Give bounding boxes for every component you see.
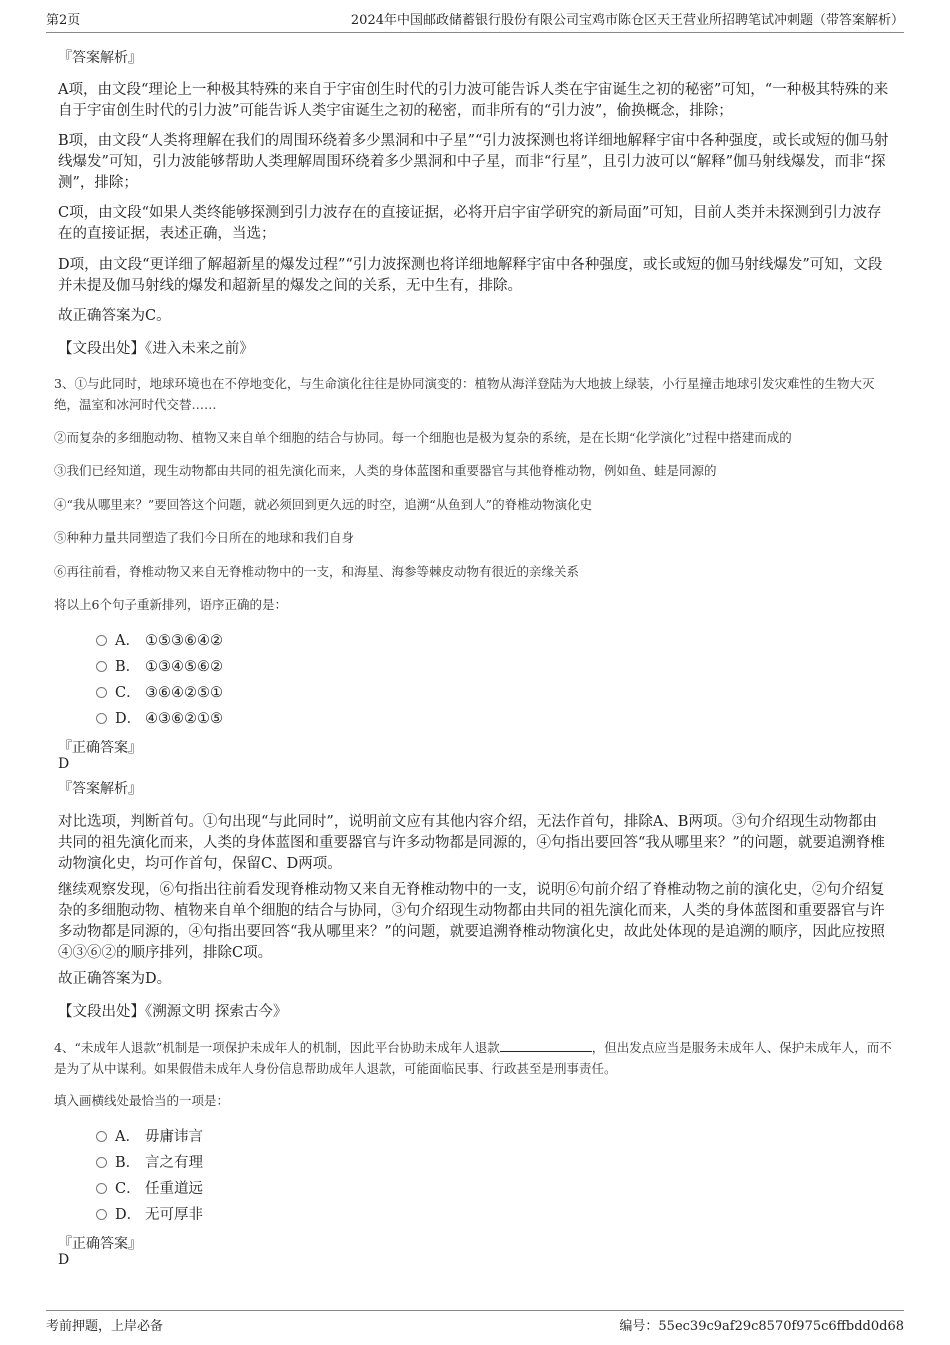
radio-icon[interactable] [96, 661, 107, 672]
answer-blank [500, 1039, 592, 1052]
analysis-tag: 『答案解析』 [58, 50, 142, 66]
question-3-sentence-1: 3、①与此同时，地球环境也在不停地变化，与生命演化往往是协同演变的：植物从海洋登陆为大地披上绿装，小行星撞击地球引发灾难性的生物大灭绝，温室和冰河时代交替…… [54, 376, 875, 412]
correct-answer-tag: 『正确答案』 [58, 1236, 142, 1252]
radio-icon[interactable] [96, 1209, 107, 1220]
analysis-paragraph-b: B项，由文段“人类将理解在我们的周围环绕着多少黑洞和中子星”“引力波探测也将详细地解释宇宙中各种强度，或长或短的伽马射线爆发”可知，引力波能够帮助人类理解周围环绕着多少黑洞和中子星，而非“行星”，且引力波可以“解释”伽马射线爆发，而非“探测”，排除； [58, 133, 889, 191]
document-title: 2024年中国邮政储蓄银行股份有限公司宝鸡市陈仓区天王营业所招聘笔试冲刺题（带答案解析） [350, 13, 904, 28]
analysis-conclusion: 故正确答案为D。 [58, 971, 172, 987]
correct-answer-tag: 『正确答案』 [58, 740, 142, 756]
option-a[interactable]: A． ①⑤③⑥④② [96, 630, 223, 652]
correct-answer: D [58, 1252, 70, 1268]
analysis-paragraph-2: 继续观察发现，⑥句指出往前看发现脊椎动物又来自无脊椎动物中的一支，说明⑥句前介绍了脊椎动物之前的演化史，②句介绍复杂的多细胞动物、植物来自单个细胞的结合与协同，③句介绍现生动物都由共同的祖先演化而来，人类的身体蓝图和重要器官与许多动物都是同源的，④句指出要回答“我从哪里来？”的问题，就要追溯脊椎动物演化史，故此处体现的是追溯的顺序，因此应按照④③⑥②的顺序排列，排除C项。 [58, 882, 885, 961]
analysis-paragraph-d: D项，由文段“更详细了解超新星的爆发过程”“引力波探测也将详细地解释宇宙中各种强度，或长或短的伽马射线爆发”可知，文段并未提及伽马射线的爆发和超新星的爆发之间的关系，无中生有，排除。 [58, 257, 883, 294]
option-a[interactable]: A． 毋庸讳言 [96, 1126, 203, 1148]
option-c[interactable]: C． 任重道远 [96, 1178, 203, 1200]
source-citation: 【文段出处】《进入未来之前》 [58, 341, 254, 357]
question-3-sentence-3: ③我们已经知道，现生动物都由共同的祖先演化而来，人类的身体蓝图和重要器官与其他脊椎动物，例如鱼、蛙是同源的 [54, 463, 717, 478]
document-id: 编号：55ec39c9af29c8570f975c6ffbdd0d68 [619, 1319, 904, 1334]
radio-icon[interactable] [96, 1183, 107, 1194]
question-3-prompt: 将以上6个句子重新排列，语序正确的是： [54, 597, 287, 612]
option-c[interactable]: C． ③⑥④②⑤① [96, 682, 223, 704]
question-4-stem: 4、“未成年人退款”机制是一项保护未成年人的机制，因此平台协助未成年人退款 ，但出发点应当是服务未成年人、保护未成年人，而不是为了从中谋利。如果假借未成年人身份信息帮助成年人退款，可能面临民事、行政甚至是刑事责任。 [54, 1040, 892, 1076]
radio-icon[interactable] [96, 713, 107, 724]
question-3-sentence-5: ⑤种种力量共同塑造了我们今日所在的地球和我们自身 [54, 530, 355, 545]
correct-answer: D [58, 756, 70, 772]
page-header [46, 10, 904, 33]
page-number: 第2页 [46, 13, 81, 28]
option-b[interactable]: B． 言之有理 [96, 1152, 203, 1174]
analysis-paragraph-c: C项，由文段“如果人类终能够探测到引力波存在的直接证据，必将开启宇宙学研究的新局面”可知，目前人类并未探测到引力波存在的直接证据，表述正确，当选； [58, 205, 882, 242]
analysis-conclusion: 故正确答案为C。 [58, 308, 171, 324]
question-4-prompt: 填入画横线处最恰当的一项是： [54, 1093, 230, 1108]
source-citation: 【文段出处】《溯源文明 探索古今》 [58, 1004, 288, 1020]
question-3-sentence-4: ④“我从哪里来？”要回答这个问题，就必须回到更久远的时空，追溯“从鱼到人”的脊椎动物演化史 [54, 497, 593, 512]
page-footer [46, 1310, 904, 1335]
question-3-sentence-6: ⑥再往前看，脊椎动物又来自无脊椎动物中的一支，和海星、海参等棘皮动物有很近的亲缘关系 [54, 564, 580, 579]
question-3-sentence-2: ②而复杂的多细胞动物、植物又来自单个细胞的结合与协同。每一个细胞也是极为复杂的系统，是在长期“化学演化”过程中搭建而成的 [54, 430, 792, 445]
analysis-paragraph-1: 对比选项，判断首句。①句出现“与此同时”，说明前文应有其他内容介绍，无法作首句，排除A、B两项。③句介绍现生动物都由共同的祖先演化而来，人类的身体蓝图和重要器官与许多动物都是同源的，④句指出要回答“我从哪里来？”的问题，就要追溯脊椎动物演化史，均可作首句，保留C、D两项。 [58, 814, 885, 872]
option-b[interactable]: B． ①③④⑤⑥② [96, 656, 223, 678]
footer-slogan: 考前押题，上岸必备 [46, 1319, 164, 1334]
option-d[interactable]: D． 无可厚非 [96, 1204, 203, 1226]
radio-icon[interactable] [96, 1131, 107, 1142]
option-d[interactable]: D． ④③⑥②①⑤ [96, 708, 223, 730]
radio-icon[interactable] [96, 1157, 107, 1168]
analysis-tag: 『答案解析』 [58, 781, 142, 797]
analysis-paragraph-a: A项，由文段“理论上一种极其特殊的来自于宇宙创生时代的引力波可能告诉人类在宇宙诞生之初的秘密”可知，“一种极其特殊的来自于宇宙创生时代的引力波”可能告诉人类宇宙诞生之初的秘密，而非所有的“引力波”，偷换概念，排除； [58, 82, 889, 119]
radio-icon[interactable] [96, 635, 107, 646]
radio-icon[interactable] [96, 687, 107, 698]
